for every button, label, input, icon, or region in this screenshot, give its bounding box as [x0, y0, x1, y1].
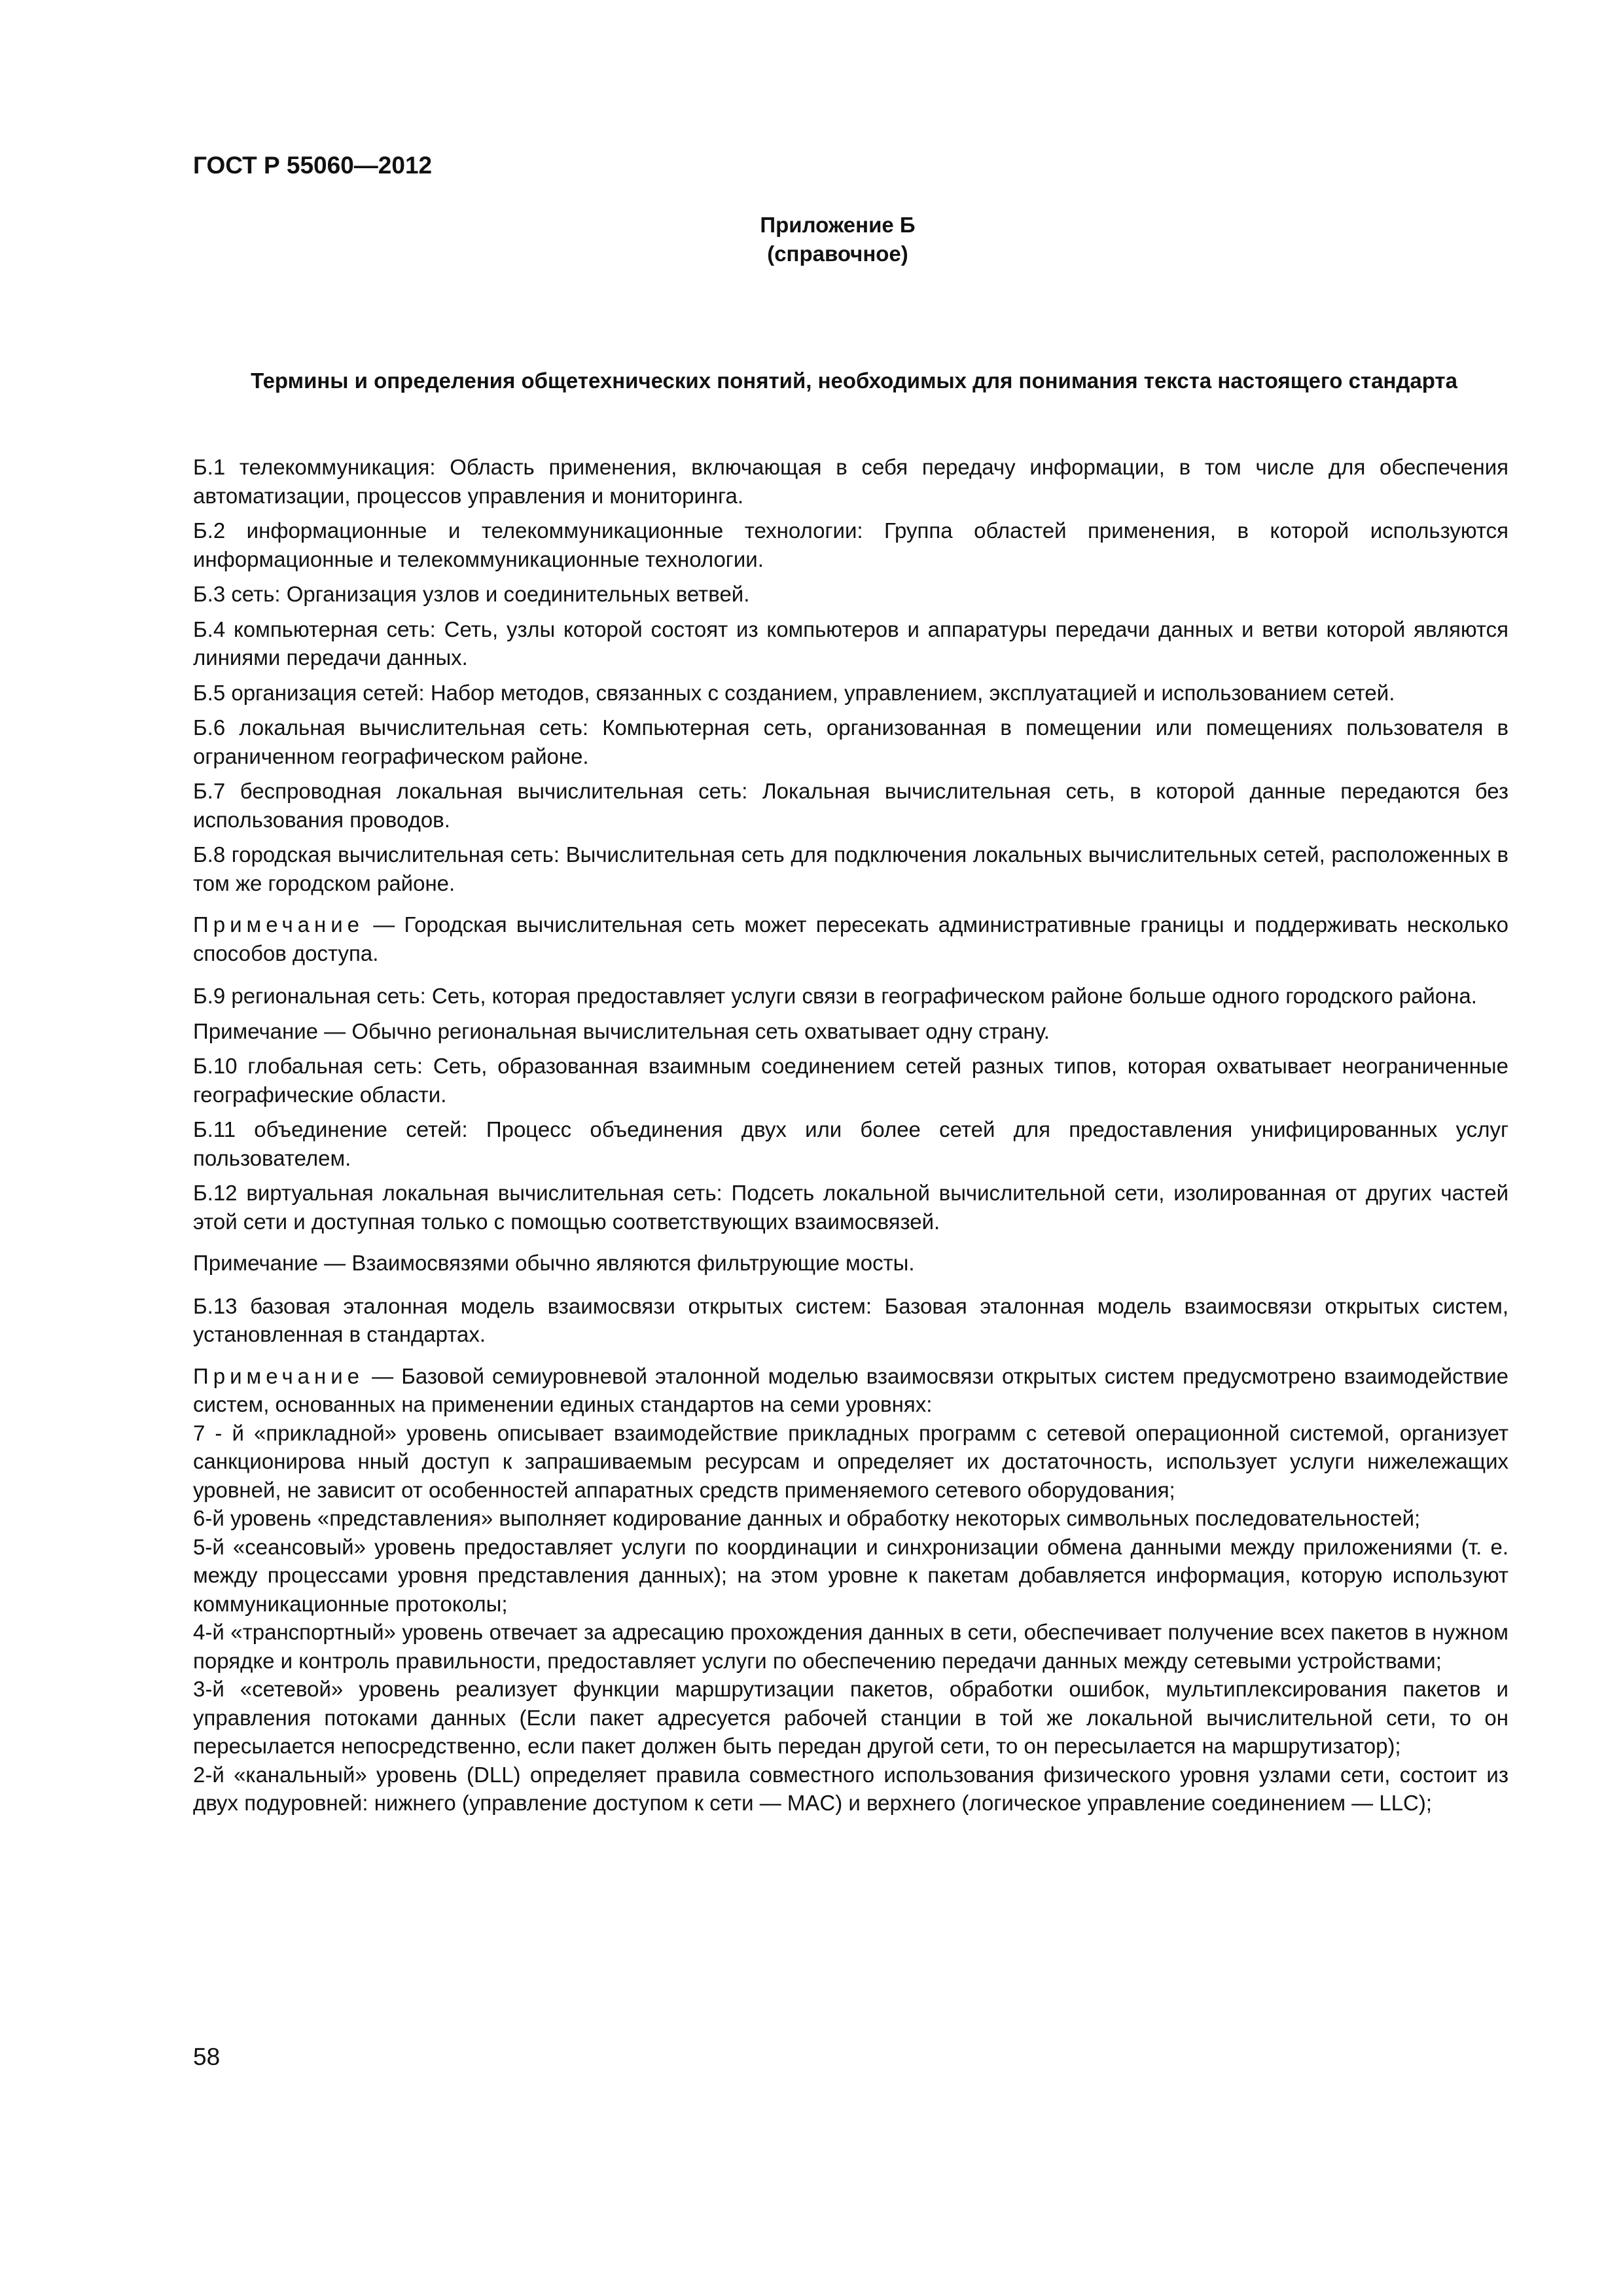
term-b7: Б.7 беспроводная локальная вычислительная сеть: Локальная вычислительная сеть, в которой данные передаются без использования проводов. [193, 779, 1508, 832]
term-b3: Б.3 сеть: Организация узлов и соединительных ветвей. [193, 582, 750, 606]
term-b5: Б.5 организация сетей: Набор методов, связанных с созданием, управлением, эксплуатацией и использованием сетей. [193, 680, 1395, 705]
osi-level-4: 4-й «транспортный» уровень отвечает за адресацию прохождения данных в сети, обеспечивает получение всех пакетов в нужном порядке и контроль правильности, предоставляет услуги по обеспечению передачи данных между сетевыми устройствами; [193, 1620, 1508, 1673]
osi-level-5: 5-й «сеансовый» уровень предоставляет услуги по координации и синхронизации обмена данными между приложениями (т. е. между процессами уровня представления данных); на этом уровне к пакетам добавляется информация, которую используют коммуникационные протоколы; [193, 1534, 1508, 1616]
osi-level-6: 6-й уровень «представления» выполняет кодирование данных и обработку некоторых символьных последовательностей; [193, 1506, 1421, 1530]
term-b9: Б.9 региональная сеть: Сеть, которая предоставляет услуги связи в географическом районе больше одного городского района. [193, 984, 1477, 1008]
note-4-text: — Базовой семиуровневой эталонной моделью взаимосвязи открытых систем предусмотрено взаимодействие систем, основанных на применении единых стандартов на семи уровнях: [193, 1363, 1508, 1416]
appendix-type: (справочное) [767, 242, 908, 266]
term-b6: Б.6 локальная вычислительная сеть: Компьютерная сеть, организованная в помещении или помещениях пользователя в ограниченном географическом районе. [193, 715, 1508, 768]
term-b11: Б.11 объединение сетей: Процесс объединения двух или более сетей для предоставления унифицированных услуг пользователем. [193, 1117, 1508, 1170]
term-b10: Б.10 глобальная сеть: Сеть, образованная взаимным соединением сетей разных типов, которая охватывает неограниченные географические области. [193, 1054, 1508, 1107]
appendix-name: Приложение Б [760, 213, 916, 237]
section-title: Термины и определения общетехнических понятий, необходимых для понимания текста настоящего стандарта [251, 368, 1457, 393]
appendix-heading [0, 211, 1623, 268]
document-code: ГОСТ Р 55060—2012 [193, 152, 433, 179]
osi-level-2: 2-й «канальный» уровень (DLL) определяет правила совместного использования физического уровня узлами сети, состоит из двух подуровней: нижнего (управление доступом к сети — MAC) и верхнего (логическое управление соединением — LLC); [193, 1762, 1508, 1815]
note-4-label: Примечание [193, 1363, 365, 1388]
term-b13: Б.13 базовая эталонная модель взаимосвязи открытых систем: Базовая эталонная модель взаимосвязи открытых систем, установленная в стандартах. [193, 1293, 1508, 1346]
term-b1: Б.1 телекоммуникация: Область применения, включающая в себя передачу информации, в том числе для обеспечения автоматизации, процессов управления и мониторинга. [193, 455, 1508, 508]
note-4 [193, 1362, 1508, 1419]
osi-level-7: 7 - й «прикладной» уровень описывает взаимодействие прикладных программ с сетевой операционной системой, организует санкционирова нный доступ к запрашиваемым ресурсам и определяет их достаточность, использует услуги нижележащих уровней, не зависит от особенностей аппаратных средств применяемого сетевого оборудования; [193, 1420, 1508, 1502]
osi-level-3: 3-й «сетевой» уровень реализует функции маршрутизации пакетов, обработки ошибок, мультиплексирования пакетов и управления потоками данных (Если пакет адресуется рабочей станции в той же локальной вычислительной сети, то он пересылается непосредственно, если пакет должен быть передан другой сети, то он пересылается на маршрутизатор); [193, 1677, 1508, 1758]
page-number: 58 [193, 2043, 221, 2070]
term-b4: Б.4 компьютерная сеть: Сеть, узлы которой состоят из компьютеров и аппаратуры передачи данных и ветви которой являются линиями передачи данных. [193, 617, 1508, 670]
note-1-label: Примечание [193, 912, 365, 937]
note-2: Примечание — Обычно региональная вычислительная сеть охватывает одну страну. [193, 1018, 1050, 1043]
note-1-text: — Городская вычислительная сеть может пересекать административные границы и поддерживать несколько способов доступа. [193, 912, 1508, 965]
term-b2: Б.2 информационные и телекоммуникационные технологии: Группа областей применения, в которой используются информационные и телекоммуникационные технологии. [193, 518, 1508, 571]
term-b8: Б.8 городская вычислительная сеть: Вычислительная сеть для подключения локальных вычислительных сетей, расположенных в том же городском районе. [193, 842, 1508, 895]
term-b12: Б.12 виртуальная локальная вычислительная сеть: Подсеть локальной вычислительной сети, изолированная от других частей этой сети и доступная только с помощью соответствующих взаимосвязей. [193, 1181, 1508, 1234]
document-body [193, 453, 1508, 1818]
note-3: Примечание — Взаимосвязями обычно являются фильтрующие мосты. [193, 1251, 915, 1275]
note-1 [193, 910, 1508, 967]
